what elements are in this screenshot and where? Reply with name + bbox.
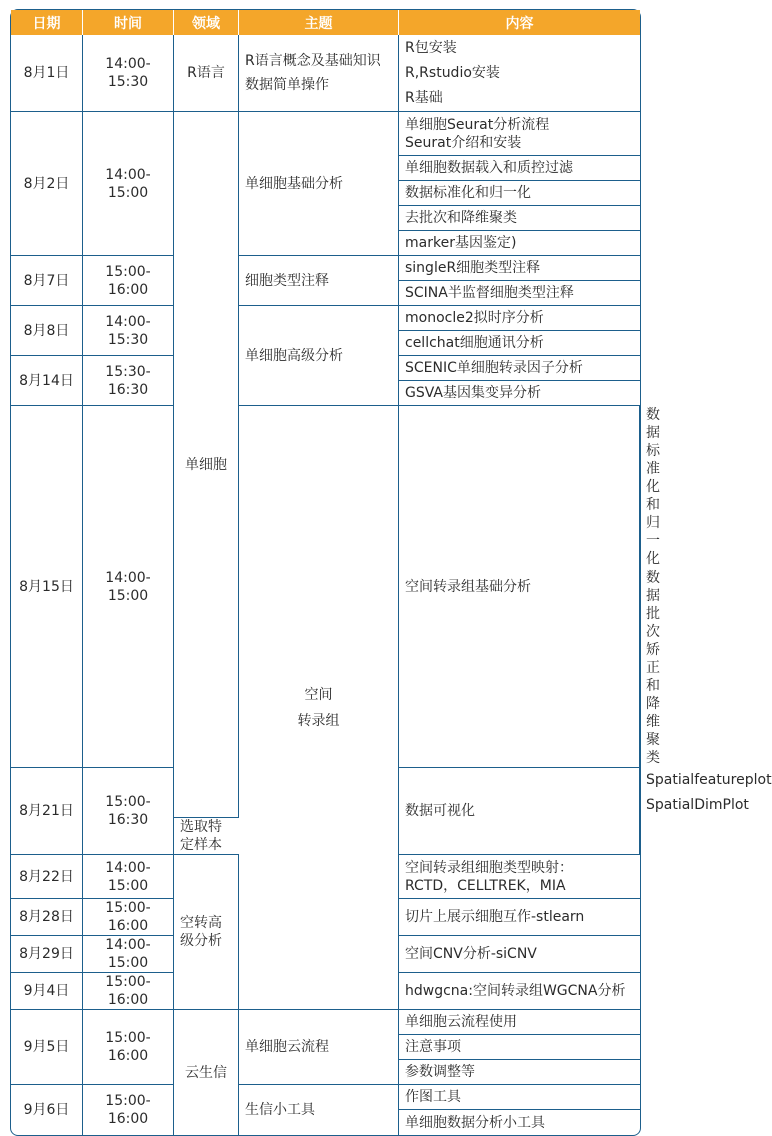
- header-time: 时间: [83, 10, 174, 35]
- table-row: SpatialDimPlot: [646, 797, 749, 813]
- topic-cell: 空间转录组基础分析: [399, 406, 640, 768]
- time-cell: 15:00-16:00: [83, 1085, 174, 1135]
- time-cell: 14:00-15:00: [83, 406, 174, 768]
- topic-cell: 单细胞高级分析: [239, 306, 399, 406]
- schedule-table: [10, 9, 772, 1136]
- topic-cell: [239, 35, 399, 112]
- content-cell: SCINA半监督细胞类型注释: [399, 281, 640, 306]
- time-cell: 14:00-15:00: [83, 936, 174, 973]
- date-cell: 8月28日: [11, 899, 83, 936]
- content-cell: 单细胞云流程使用: [399, 1010, 640, 1035]
- topic-text: R语言概念及基础知识 数据简单操作: [245, 53, 381, 93]
- date-cell: 9月6日: [11, 1085, 83, 1135]
- time-cell: 14:00-15:30: [83, 306, 174, 356]
- time-cell: 15:00-16:30: [83, 768, 174, 855]
- content-text: 空间转录组细胞类型映射： RCTD，CELLTREK，MIA: [405, 859, 573, 894]
- date-cell: 8月15日: [11, 406, 83, 768]
- date-cell: 8月14日: [11, 356, 83, 406]
- header-content: 内容: [399, 10, 640, 35]
- content-cell: 选取特定样本: [174, 818, 239, 855]
- content-cell: 作图工具: [399, 1085, 640, 1110]
- time-cell: 15:00-16:00: [83, 256, 174, 306]
- topic-cell: 生信小工具: [239, 1085, 399, 1135]
- date-cell: 8月8日: [11, 306, 83, 356]
- topic-cell: 数据可视化: [399, 768, 640, 855]
- content-text: R包安装 R,Rstudio安装 R基础: [405, 39, 500, 106]
- table-row: [11, 35, 640, 112]
- table-row: 数据批次矫正和降维聚类: [646, 570, 660, 766]
- date-cell: 9月5日: [11, 1010, 83, 1085]
- content-cell: 切片上展示细胞互作-stlearn: [399, 899, 640, 936]
- content-cell: 单细胞数据载入和质控过滤: [399, 156, 640, 181]
- domain-cell: [239, 406, 399, 1010]
- header-domain: 领域: [174, 10, 239, 35]
- content-cell: GSVA基因集变异分析: [399, 381, 640, 406]
- header-topic: 主题: [239, 10, 399, 35]
- table-row: [11, 256, 640, 281]
- time-cell: 15:30-16:30: [83, 356, 174, 406]
- time-cell: 15:00-16:00: [83, 973, 174, 1010]
- domain-text: 空间 转录组: [297, 686, 340, 729]
- content-cell: singleR细胞类型注释: [399, 256, 640, 281]
- table-row: [11, 1085, 640, 1110]
- date-cell: 8月21日: [11, 768, 83, 855]
- content-cell: hdwgcna:空间转录组WGCNA分析: [399, 973, 640, 1010]
- content-cell: 空间CNV分析-siCNV: [399, 936, 640, 973]
- domain-cell: 云生信: [174, 1010, 239, 1135]
- date-cell: 9月4日: [11, 973, 83, 1010]
- content-cell: 去批次和降维聚类: [399, 206, 640, 231]
- date-cell: 8月2日: [11, 112, 83, 256]
- table-row: 8月21日 15:00-16:30 数据可视化 Spatialfeatureplot: [11, 768, 640, 793]
- date-cell: 8月29日: [11, 936, 83, 973]
- content-cell: [399, 35, 640, 112]
- content-cell: 单细胞数据分析小工具: [405, 1114, 545, 1131]
- content-cell: cellchat细胞通讯分析: [399, 331, 640, 356]
- time-cell: 15:00-16:00: [83, 1010, 174, 1085]
- content-cell: marker基因鉴定): [399, 231, 640, 256]
- table-row: [11, 306, 640, 331]
- content-cell: [399, 112, 640, 156]
- time-cell: 14:00-15:30: [83, 35, 174, 112]
- topic-cell: 单细胞基础分析: [239, 112, 399, 256]
- date-cell: 8月22日: [11, 855, 83, 899]
- content-cell: SCENIC单细胞转录因子分析: [399, 356, 640, 381]
- topic-cell: 空转高级分析: [174, 855, 239, 1010]
- time-cell: 15:00-16:00: [83, 899, 174, 936]
- content-cell: 注意事项: [399, 1035, 640, 1060]
- topic-cell: 细胞类型注释: [239, 256, 399, 306]
- table-row: [11, 1010, 640, 1035]
- content-cell: [399, 855, 640, 899]
- content-cell: 参数调整等: [399, 1060, 640, 1085]
- date-cell: 8月1日: [11, 35, 83, 112]
- content-cell: monocle2拟时序分析: [399, 306, 640, 331]
- date-cell: 8月7日: [11, 256, 83, 306]
- domain-cell: 单细胞: [174, 112, 239, 818]
- topic-cell: 单细胞云流程: [239, 1010, 399, 1085]
- time-cell: 14:00-15:00: [83, 112, 174, 256]
- header-date: 日期: [11, 10, 83, 35]
- domain-cell: R语言: [174, 35, 239, 112]
- time-cell: 14:00-15:00: [83, 855, 174, 899]
- table-row: [11, 112, 640, 156]
- header-row: [11, 10, 640, 35]
- content-cell: 数据标准化和归一化: [399, 181, 640, 206]
- table-row: 8月15日 14:00-15:00 空间 转录组 空间转录组基础分析 数据标准化和归一化: [11, 406, 640, 569]
- content-text: 单细胞Seurat分析流程 Seurat介绍和安装: [405, 116, 550, 151]
